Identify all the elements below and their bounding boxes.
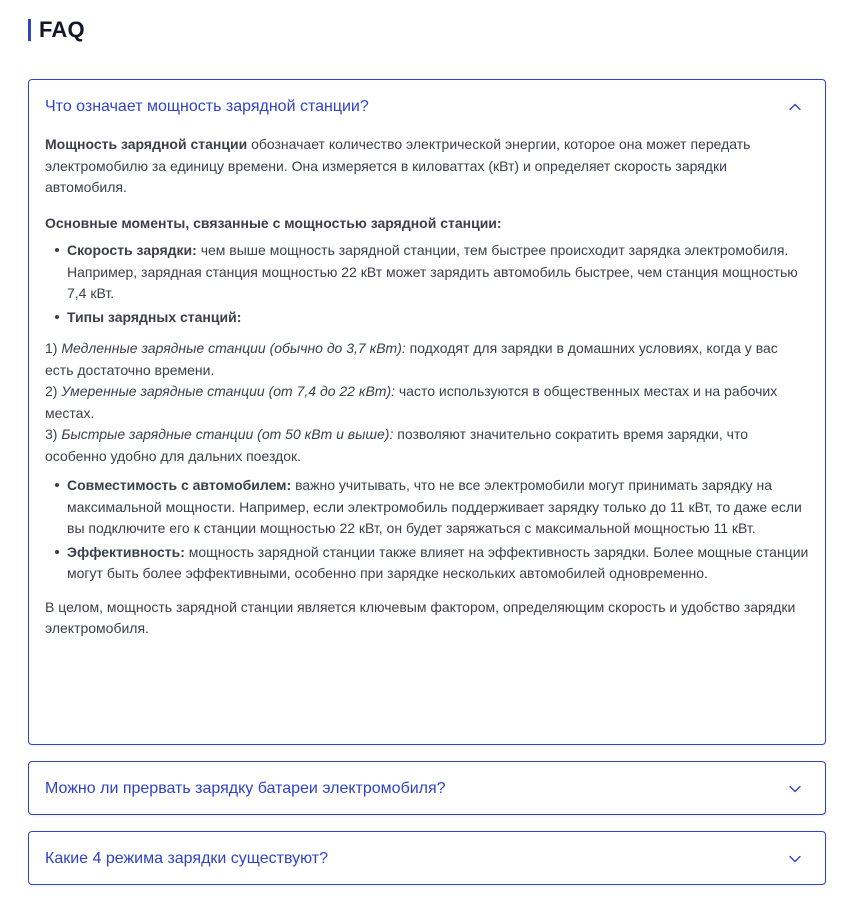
faq-item-1-header[interactable] (29, 80, 825, 134)
faq-item-3 (28, 831, 826, 885)
faq-item-2-header[interactable] (29, 762, 825, 816)
faq-question: Что означает мощность зарядной станции? (45, 98, 369, 115)
bullet-list-1 (45, 240, 809, 328)
chevron-down-icon[interactable] (789, 853, 801, 865)
answer-outro: В целом, мощность зарядной станции является ключевым фактором, определяющим скорость и удобство зарядки электромобиля. (45, 598, 796, 636)
bullet-bold: Скорость зарядки: (67, 242, 197, 258)
bullet-list-2 (45, 475, 809, 585)
chevron-up-icon[interactable] (789, 101, 801, 113)
bullet-bold: Совместимость с автомобилем: (67, 477, 292, 493)
answer-intro-text: обозначает количество электрической энергии, которое она может передать электромобилю за единицу времени. Она измеряется в киловаттах (кВт) и определяет скорость зарядки автомобиля. (45, 136, 751, 195)
bullet-text: мощность зарядной станции также влияет на эффективность зарядки. Более мощные станции могут быть более эффективными, особенно при зарядке нескольких автомобилей одновременно. (67, 543, 809, 581)
list-text: подходят для зарядки в домашних условиях, когда у вас есть достаточно времени. (45, 340, 778, 378)
faq-answer (29, 134, 825, 640)
answer-intro (45, 134, 809, 199)
list-italic: Умеренные зарядные станции (от 7,4 до 22 кВт): (61, 383, 395, 399)
list-number: 1) (45, 340, 62, 356)
title-accent-bar (28, 19, 31, 41)
faq-item-2 (28, 761, 826, 815)
list-number: 2) (45, 383, 62, 399)
list-italic: Быстрые зарядные станции (от 50 кВт и выше): (61, 426, 394, 442)
faq-item-1 (28, 79, 826, 745)
list-number: 3) (45, 426, 62, 442)
faq-question: Можно ли прервать зарядку батареи электромобиля? (45, 780, 446, 797)
list-item (67, 542, 809, 585)
list-item (45, 338, 809, 381)
chevron-down-icon[interactable] (789, 783, 801, 795)
faq-question: Какие 4 режима зарядки существуют? (45, 850, 329, 867)
list-item (67, 475, 809, 540)
answer-intro-bold: Мощность зарядной станции (45, 136, 248, 152)
list-italic: Медленные зарядные станции (обычно до 3,7 кВт): (61, 340, 406, 356)
bullet-bold: Типы зарядных станций: (67, 308, 242, 325)
faq-item-3-header[interactable] (29, 832, 825, 886)
list-text: часто используются в общественных местах и на рабочих местах. (45, 383, 778, 421)
list-item (45, 381, 809, 424)
numbered-list (45, 338, 809, 467)
bullet-text: важно учитывать, что не все электромобили могут принимать зарядку на максимальной мощности. Например, если электромобиль поддерживает зарядку только до 11 кВт, то даже если вы подключите его к станции мощностью 22 кВт, он будет заряжаться с максимальной мощностью 11 кВт. (67, 477, 802, 536)
bullet-bold: Эффективность: (67, 543, 185, 560)
list-text: позволяют значительно сократить время зарядки, что особенно удобно для дальних поездок. (45, 426, 748, 464)
list-item (67, 240, 809, 305)
page-title: FAQ (39, 17, 85, 42)
answer-subheading: Основные моменты, связанные с мощностью зарядной станции: (45, 214, 502, 231)
list-item (67, 307, 809, 329)
faq-header (28, 17, 85, 43)
bullet-text: чем выше мощность зарядной станции, тем быстрее происходит зарядка электромобиля. Например, зарядная станция мощностью 22 кВт может зарядить автомобиль быстрее, чем станция мощностью 7,4 кВт. (67, 242, 798, 301)
list-item (45, 424, 809, 467)
